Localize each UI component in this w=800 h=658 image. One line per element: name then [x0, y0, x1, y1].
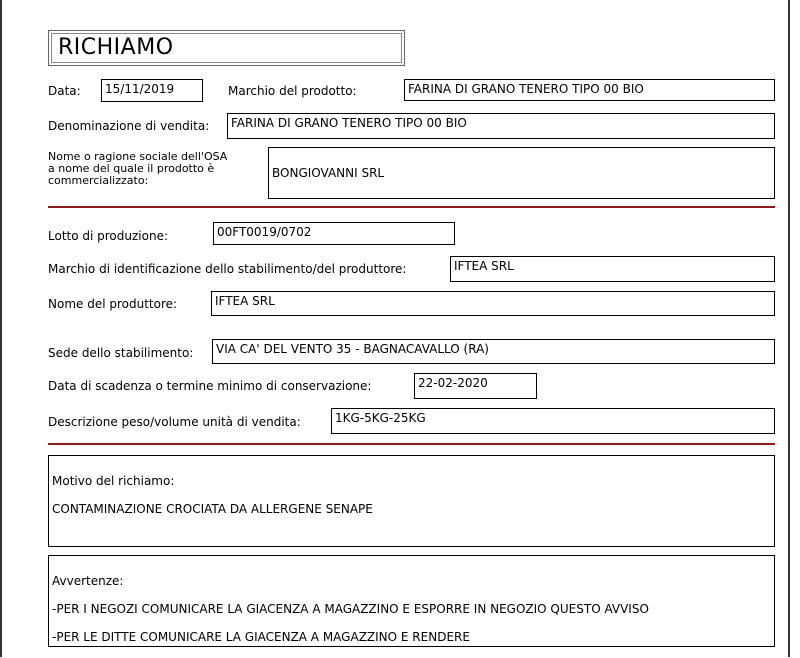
- warnings-box[interactable]: [48, 555, 775, 647]
- osa-field[interactable]: BONGIOVANNI SRL: [268, 147, 775, 199]
- right-frame-border: [788, 0, 790, 657]
- sales-name-field[interactable]: FARINA DI GRANO TENERO TIPO 00 BIO: [227, 113, 775, 139]
- recall-reason-label: Motivo del richiamo:: [52, 474, 175, 488]
- producer-field[interactable]: IFTEA SRL: [211, 291, 775, 316]
- product-brand-field[interactable]: FARINA DI GRANO TENERO TIPO 00 BIO: [404, 79, 775, 101]
- date-label: Data:: [48, 84, 81, 98]
- page-title: RICHIAMO: [51, 33, 402, 63]
- section-divider: [48, 206, 775, 208]
- lot-label: Lotto di produzione:: [48, 229, 169, 243]
- weight-field[interactable]: 1KG-5KG-25KG: [331, 408, 775, 434]
- producer-label: Nome del produttore:: [48, 297, 178, 311]
- expiry-label: Data di scadenza o termine minimo di conservazione:: [48, 379, 372, 393]
- osa-label-line-3: commercializzato:: [48, 174, 149, 187]
- expiry-field[interactable]: 22-02-2020: [414, 373, 537, 399]
- weight-label: Descrizione peso/volume unità di vendita:: [48, 415, 301, 429]
- warnings-line-2: -PER LE DITTE COMUNICARE LA GIACENZA A MAGAZZINO E RENDERE: [52, 630, 470, 644]
- osa-label-line-2: a nome del quale il prodotto è: [48, 162, 215, 175]
- sales-name-label: Denominazione di vendita:: [48, 119, 210, 133]
- title-box: [48, 30, 405, 66]
- left-frame-border: [0, 0, 2, 657]
- warnings-line-1: -PER I NEGOZI COMUNICARE LA GIACENZA A MAGAZZINO E ESPORRE IN NEGOZIO QUESTO AVVISO: [52, 602, 649, 616]
- establishment-mark-field[interactable]: IFTEA SRL: [450, 256, 775, 282]
- warnings-label: Avvertenze:: [52, 574, 124, 588]
- plant-address-label: Sede dello stabilimento:: [48, 346, 194, 360]
- recall-reason-text: CONTAMINAZIONE CROCIATA DA ALLERGENE SENAPE: [52, 502, 373, 516]
- establishment-mark-label: Marchio di identificazione dello stabilimento/del produttore:: [48, 262, 407, 276]
- plant-address-field[interactable]: VIA CA' DEL VENTO 35 - BAGNACAVALLO (RA): [212, 339, 775, 364]
- recall-reason-box[interactable]: [48, 455, 775, 547]
- product-brand-label: Marchio del prodotto:: [228, 84, 357, 98]
- section-divider: [48, 443, 775, 445]
- lot-field[interactable]: 00FT0019/0702: [213, 222, 455, 245]
- osa-label-line-1: Nome o ragione sociale dell'OSA: [48, 150, 228, 163]
- date-field[interactable]: 15/11/2019: [101, 79, 203, 102]
